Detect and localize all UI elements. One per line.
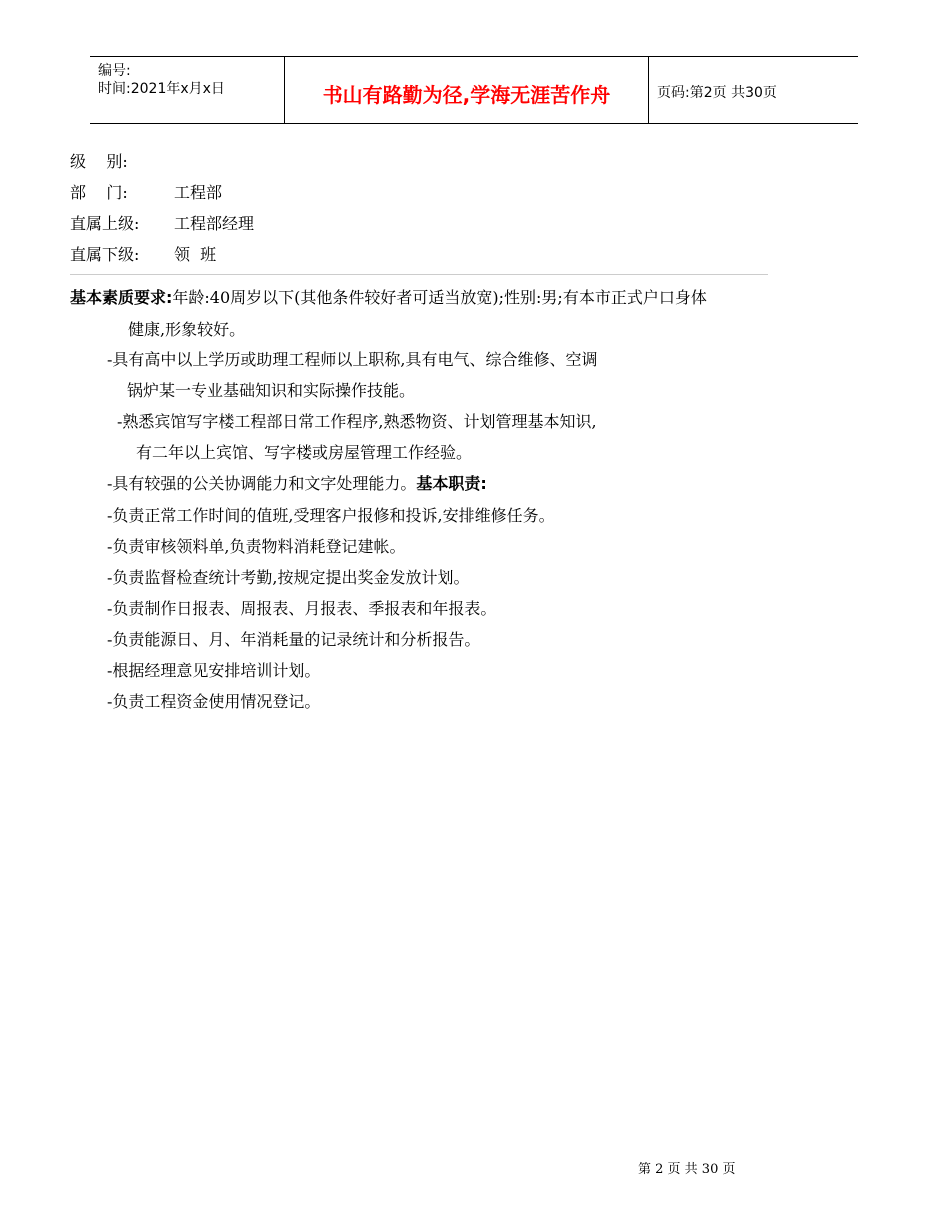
field-level-label: 级 别: xyxy=(70,152,128,171)
requirement-item-3-text: -具有较强的公关协调能力和文字处理能力。 xyxy=(107,474,417,493)
header-motto: 书山有路勤为径,学海无涯苦作舟 xyxy=(322,83,611,107)
header-page-number: 页码:第2页 共30页 xyxy=(657,85,777,101)
section-divider xyxy=(70,274,768,275)
header-page-cell xyxy=(649,57,858,123)
field-supervisor-value: 工程部经理 xyxy=(174,214,255,233)
field-level xyxy=(70,152,174,172)
duty-item: -负责工程资金使用情况登记。 xyxy=(107,692,321,711)
document-time-label: 时间:2021年x月x日 xyxy=(98,81,225,97)
field-department-value: 工程部 xyxy=(174,183,223,202)
requirement-item-2-cont: 有二年以上宾馆、写字楼或房屋管理工作经验。 xyxy=(136,443,473,462)
field-supervisor-label: 直属上级: xyxy=(70,214,140,233)
field-subordinate-value: 领 班 xyxy=(174,245,217,264)
requirements-first-line xyxy=(70,288,707,308)
duty-item: -根据经理意见安排培训计划。 xyxy=(107,661,321,680)
header-motto-cell xyxy=(285,57,649,123)
requirement-item-1-cont: 锅炉某一专业基础知识和实际操作技能。 xyxy=(127,381,416,400)
field-department xyxy=(70,183,222,203)
requirements-first-line-cont: 健康,形象较好。 xyxy=(128,320,246,339)
duty-item: -负责正常工作时间的值班,受理客户报修和投诉,安排维修任务。 xyxy=(107,506,555,525)
document-number-label: 编号: xyxy=(98,63,131,79)
field-subordinate-label: 直属下级: xyxy=(70,245,140,264)
requirements-heading: 基本素质要求: xyxy=(70,288,173,307)
page-header xyxy=(90,56,858,124)
duty-item: -负责监督检查统计考勤,按规定提出奖金发放计划。 xyxy=(107,568,470,587)
field-supervisor xyxy=(70,214,254,234)
requirement-item-3 xyxy=(107,474,487,494)
duty-item: -负责审核领料单,负责物料消耗登记建帐。 xyxy=(107,537,406,556)
requirement-item-2: -熟悉宾馆写字楼工程部日常工作程序,熟悉物资、计划管理基本知识, xyxy=(117,412,597,431)
header-meta-cell xyxy=(90,57,285,123)
requirement-item-1: -具有高中以上学历或助理工程师以上职称,具有电气、综合维修、空调 xyxy=(107,350,598,369)
duty-item: -负责能源日、月、年消耗量的记录统计和分析报告。 xyxy=(107,630,481,649)
duty-item: -负责制作日报表、周报表、月报表、季报表和年报表。 xyxy=(107,599,497,618)
field-department-label: 部 门: xyxy=(70,183,128,202)
page-footer: 第 2 页 共 30 页 xyxy=(638,1162,736,1177)
requirements-text: 年龄:40周岁以下(其他条件较好者可适当放宽);性别:男;有本市正式户口身体 xyxy=(172,288,707,307)
field-subordinate xyxy=(70,245,216,265)
duties-heading: 基本职责: xyxy=(416,474,487,493)
